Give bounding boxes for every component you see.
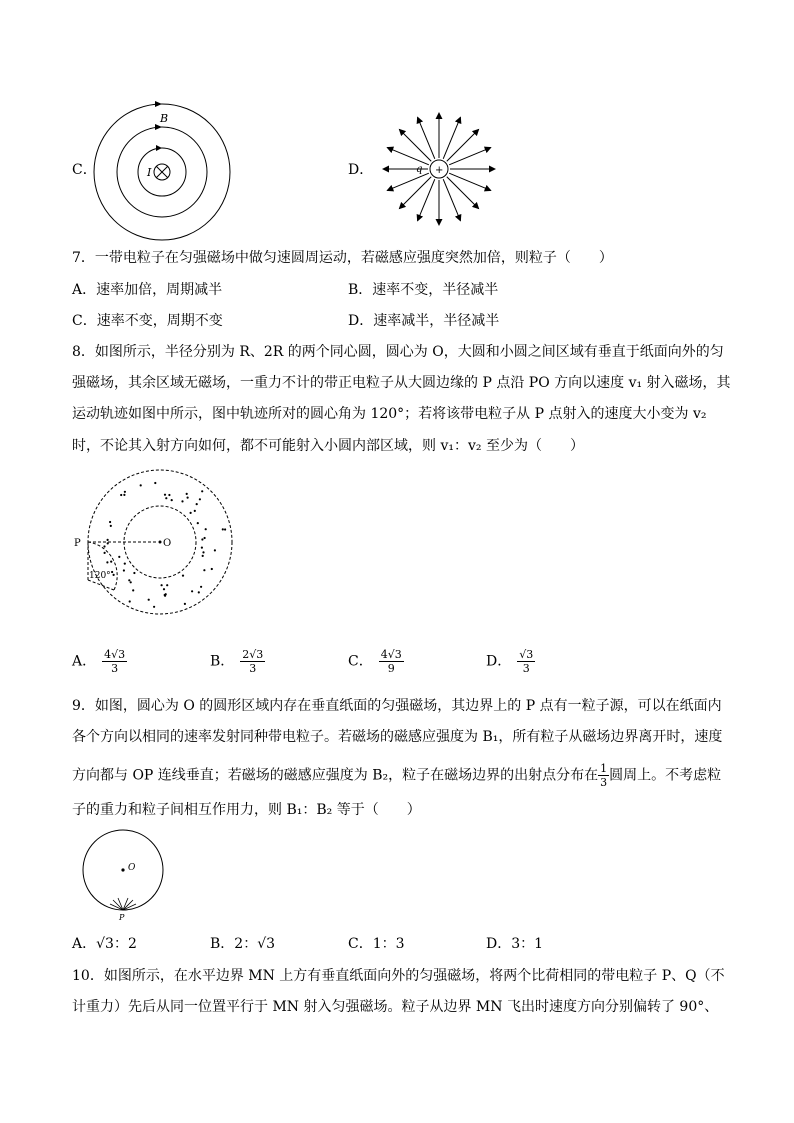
field-ray <box>447 177 479 209</box>
field-dot <box>168 494 170 496</box>
field-dot <box>161 584 163 586</box>
figure-radial-electric-field <box>370 108 506 230</box>
q8-line-3: 运动轨迹如图中所示，图中轨迹所对的圆心角为 120°；若将该带电粒子从 P 点射入的速度大小变为 v₂ <box>72 406 707 422</box>
q8-option-d <box>486 648 535 675</box>
frac-b-den: 3 <box>249 662 257 675</box>
field-dot <box>186 493 188 495</box>
field-dot <box>202 551 204 553</box>
field-dot <box>129 600 131 602</box>
point-label-p: P <box>74 538 81 549</box>
field-dot <box>164 494 166 496</box>
field-dot <box>198 591 200 593</box>
field-dot <box>171 499 173 501</box>
q9-frac-num: 1 <box>600 762 608 775</box>
frac-b-num: 2√3 <box>242 648 264 661</box>
option-a-label: A． <box>72 653 97 670</box>
frac-a-den: 3 <box>111 662 119 675</box>
field-dot <box>224 528 226 530</box>
field-dot <box>164 594 166 596</box>
field-dot <box>165 497 167 499</box>
q8-line-4: 时，不论其入射方向如何，都不可能射入小圆内部区域，则 v₁：v₂ 至少为（ ） <box>72 438 584 454</box>
field-ray <box>387 173 429 190</box>
field-dot <box>203 569 205 571</box>
field-dot <box>191 590 193 592</box>
field-ray <box>418 179 435 221</box>
field-dot <box>153 606 155 608</box>
field-dot <box>200 586 202 588</box>
field-dot <box>106 561 108 563</box>
field-dot <box>120 494 122 496</box>
field-dot <box>123 494 125 496</box>
q9-line-1: 9．如图，圆心为 O 的圆形区域内存在垂直纸面的匀强磁场，其边界上的 P 点有一粒子源，可以在纸面内 <box>72 698 722 714</box>
field-ray <box>399 177 431 209</box>
field-dot <box>107 539 109 541</box>
field-dot <box>123 569 125 571</box>
field-dot <box>201 490 203 492</box>
field-dot <box>107 542 109 544</box>
figure-concentric-field-lines <box>92 100 242 260</box>
center-label-o: O <box>128 863 136 873</box>
field-dot <box>109 521 111 523</box>
q8-option-c <box>348 648 404 675</box>
field-dot <box>194 510 196 512</box>
figure-concentric-magnetic-field <box>70 468 240 618</box>
field-dot <box>196 503 198 505</box>
field-dot <box>130 581 132 583</box>
field-dot <box>110 561 112 563</box>
field-ray <box>443 179 460 221</box>
option-d-label: D． <box>486 653 512 670</box>
q9-option-c: C．1：3 <box>348 936 405 952</box>
field-label-b: B <box>160 112 169 125</box>
field-dot <box>128 579 130 581</box>
q9-line-4: 子的重力和粒子间相互作用力，则 B₁：B₂ 等于（ ） <box>72 802 421 818</box>
field-dot <box>187 497 189 499</box>
q8-option-b <box>210 648 265 675</box>
field-dot <box>103 545 105 547</box>
field-dot <box>132 589 134 591</box>
field-dot <box>166 584 168 586</box>
current-label-i: I <box>147 166 152 179</box>
field-dot <box>182 575 184 577</box>
field-dot <box>184 603 186 605</box>
q7-option-b: B．速率不变，半径减半 <box>348 282 499 298</box>
field-dot <box>205 528 207 530</box>
frac-d-num: √3 <box>519 648 534 661</box>
option-b-label: B． <box>210 653 235 670</box>
option-c-label: C． <box>348 653 373 670</box>
center-label-o: O <box>163 538 172 549</box>
q10-line-2: 计重力）先后从同一位置平行于 MN 射入匀强磁场。粒子从边界 MN 飞出时速度方向分别偏转了 90°、 <box>72 999 719 1015</box>
q8-line-1: 8．如图所示，半径分别为 R、2R 的两个同心圆，圆心为 O，大圆和小圆之间区域有垂直于纸面向外的匀 <box>72 344 724 360</box>
frac-d-den: 3 <box>522 662 530 675</box>
field-dot <box>201 547 203 549</box>
q9-option-a: A．√3：2 <box>72 936 137 952</box>
angle-label-120: 120° <box>89 571 111 581</box>
field-dot <box>202 555 204 557</box>
q9-option-b: B．2：√3 <box>210 936 276 952</box>
q7-stem: 7．一带电粒子在匀强磁场中做匀速圆周运动，若磁感应强度突然加倍，则粒子（ ） <box>72 250 613 266</box>
field-dot <box>124 563 126 565</box>
option-d-label: D． <box>348 162 374 178</box>
charge-label-q: q <box>416 164 423 175</box>
field-dot <box>118 556 120 558</box>
q9-line-2: 各个方向以相同的速率发射同种带电粒子。若磁场的磁感应强度为 B₁，所有粒子从磁场边界离开时，速度 <box>72 729 723 745</box>
field-ray <box>418 117 435 159</box>
field-dot <box>148 599 150 601</box>
field-dot <box>211 568 213 570</box>
field-dot <box>113 574 115 576</box>
field-dot <box>214 549 216 551</box>
field-dot <box>163 588 165 590</box>
field-dot <box>204 537 206 539</box>
field-dot <box>190 512 192 514</box>
q8-line-2: 强磁场，其余区域无磁场，一重力不计的带正电粒子从大圆边缘的 P 点沿 PO 方向以速度 v₁ 射入磁场，其 <box>72 375 731 391</box>
field-dot <box>140 484 142 486</box>
q7-option-c: C．速率不变，周期不变 <box>72 313 223 329</box>
frac-c-num: 4√3 <box>380 648 402 661</box>
field-ray <box>387 148 429 165</box>
q8-option-a <box>72 648 127 675</box>
field-dot <box>199 498 201 500</box>
field-ray <box>443 117 460 159</box>
q7-option-d: D．速率减半，半径减半 <box>348 313 500 329</box>
q10-line-1: 10．如图所示，在水平边界 MN 上方有垂直纸面向外的匀强磁场，将两个比荷相同的带电粒子 P、Q（不 <box>72 968 725 984</box>
q7-option-a: A．速率加倍，周期减半 <box>72 282 223 298</box>
field-dot <box>133 572 135 574</box>
field-dot <box>197 522 199 524</box>
q9-line-3b: 圆周上。不考虑粒 <box>609 767 722 784</box>
field-ray <box>449 148 491 165</box>
field-dot <box>104 552 106 554</box>
field-dot <box>110 525 112 527</box>
frac-c-den: 9 <box>387 662 395 675</box>
field-dot <box>124 491 126 493</box>
field-ray <box>447 129 479 161</box>
charge-plus-sign: + <box>435 165 444 176</box>
field-dot <box>181 500 183 502</box>
q9-frac-den: 3 <box>600 776 608 789</box>
field-dot <box>201 538 203 540</box>
field-ray <box>399 129 431 161</box>
q9-option-d: D．3：1 <box>486 936 544 952</box>
frac-a-num: 4√3 <box>104 648 126 661</box>
field-dot <box>111 571 113 573</box>
figure-circular-field-source <box>80 826 170 922</box>
field-ray <box>449 173 491 190</box>
q9-line-3 <box>72 762 721 789</box>
q9-line-3a: 方向都与 OP 连线垂直；若磁场的磁感应强度为 B₂，粒子在磁场边界的出射点分布在 <box>72 767 599 784</box>
option-c-label: C． <box>72 162 97 178</box>
field-dot <box>222 528 224 530</box>
field-dot <box>154 482 156 484</box>
source-label-p: P <box>119 913 125 922</box>
